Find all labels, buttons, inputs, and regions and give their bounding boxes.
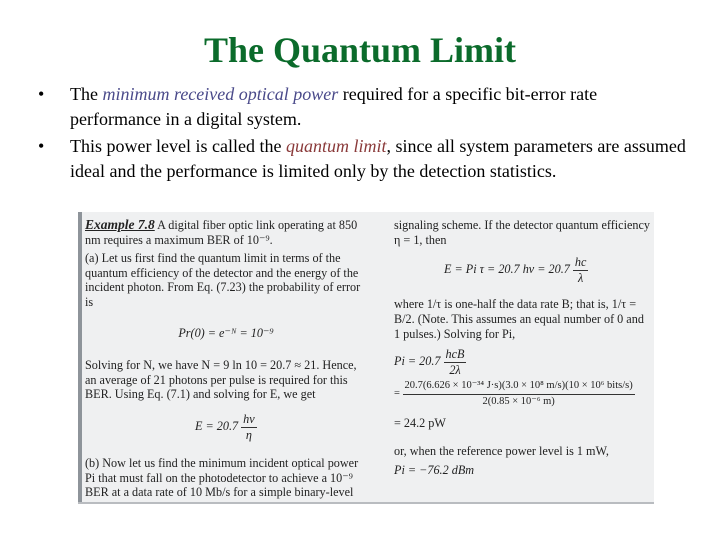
equation-power-fraction (444, 347, 467, 377)
bullet-icon: • (38, 84, 45, 104)
equation-power-numeric (394, 379, 650, 409)
where-text: where 1/τ is one-half the data rate B; that is, 1/τ = B/2. (Note. This assumes an equal number of 0 and 1 pulses.) Solving for Pi, (394, 297, 644, 341)
fraction-denominator: η (245, 427, 252, 442)
fraction-numerator: hc (574, 255, 587, 270)
equation-photon-energy (444, 255, 650, 285)
example-label: Example 7.8 (85, 217, 155, 232)
example-left-column (85, 218, 367, 504)
equation-power-numeric-fraction (403, 379, 635, 409)
example-intro-text: A digital fiber optic link operating at 850 nm requires a maximum BER of 10⁻⁹. (85, 218, 358, 247)
bullet-emphasis: minimum received optical power (102, 84, 339, 104)
equation-power-dbm: Pi = −76.2 dBm (394, 462, 475, 477)
bullet-text-suffix: , since all system parameters are assumed ideal and the performance is limited only by the detection statistics. (70, 136, 686, 181)
equation-photon-energy-fraction (573, 255, 589, 285)
bullet-icon: • (38, 136, 45, 156)
equation-energy-lhs: E = 20.7 (195, 418, 239, 433)
part-a-text: (a) Let us first find the quantum limit in terms of the quantum efficiency of the detector and the energy of the incident photon. From Eq. (7.23) the probability of error is (85, 251, 361, 309)
equation-photon-energy-lhs: E = Pi τ = 20.7 hν = 20.7 (444, 262, 570, 277)
fraction-denominator: 2(0.85 × 10⁻⁶ m) (482, 395, 555, 407)
bullet-item (30, 134, 690, 184)
equation-energy (195, 412, 367, 442)
example-intro (85, 218, 367, 247)
fraction-numerator: hν (243, 411, 255, 426)
slide-title: The Quantum Limit (203, 30, 517, 70)
bullet-emphasis: quantum limit (285, 136, 387, 156)
fraction-numerator: 20.7(6.626 × 10⁻³⁴ J·s)(3.0 × 10⁸ m/s)(10 × 10⁶ bits/s) (403, 379, 635, 395)
example-side-bar (78, 212, 82, 502)
part-b-text: (b) Now let us find the minimum incident optical power Pi that must fall on the photodetector to achieve a 10⁻⁹ BER at a data rate of 10 Mb/s for a simple binary-level (85, 456, 359, 500)
right-top-text: signaling scheme. If the detector quantum efficiency η = 1, then (394, 218, 650, 247)
example-right-column (394, 218, 650, 477)
equation-power (394, 347, 650, 377)
fraction-denominator: λ (578, 270, 584, 285)
equation-power-lhs: Pi = 20.7 (394, 354, 441, 369)
equals-sign: = (394, 388, 400, 400)
fraction-numerator: hcB (445, 347, 465, 362)
equation-energy-fraction (241, 412, 257, 442)
example-box (78, 212, 654, 504)
solving-text: Solving for N, we have N = 9 ln 10 = 20.7 ≈ 21. Hence, an average of 21 photons per pulse is required for this BER. Using Eq. (7.1) and solving for E, we get (85, 358, 357, 402)
equation-power-result: = 24.2 pW (394, 415, 446, 430)
bullet-text-prefix: The (70, 84, 103, 104)
bullet-list (30, 82, 690, 186)
bullet-item (30, 82, 690, 132)
bullet-text-prefix: This power level is called the (70, 136, 286, 156)
fraction-denominator: 2λ (449, 362, 461, 377)
bullet-text-suffix: required for a specific bit-error rate performance in a digital system. (70, 84, 598, 129)
reference-text: or, when the reference power level is 1 mW, (394, 444, 609, 459)
equation-error-probability: Pr(0) = e⁻ᴺ = 10⁻⁹ (178, 325, 274, 340)
